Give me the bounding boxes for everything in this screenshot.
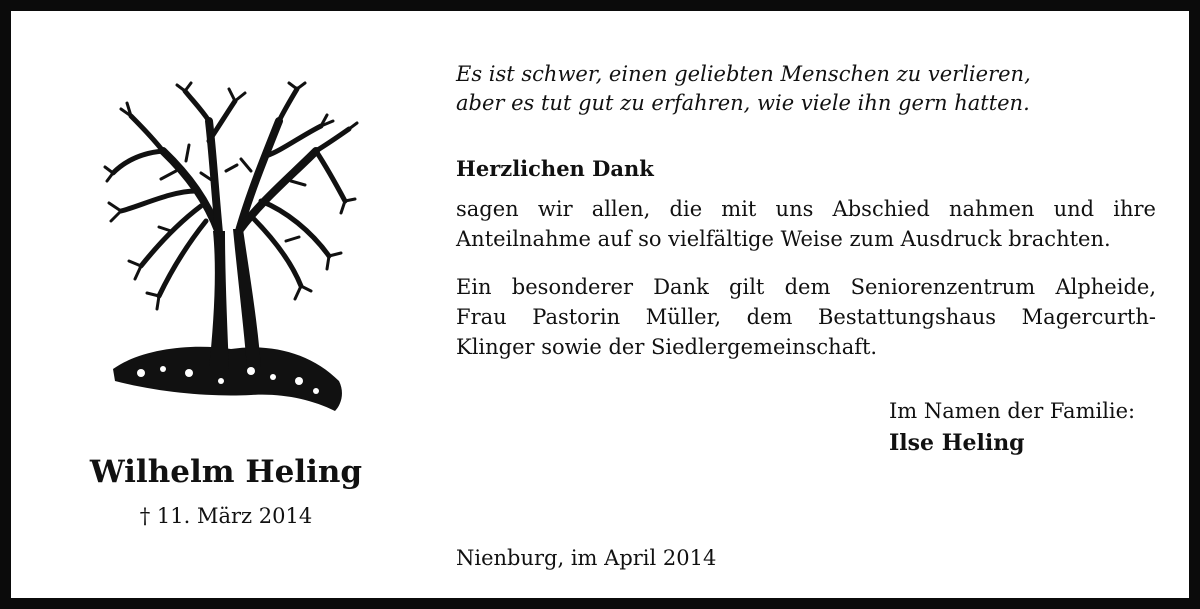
paragraph-line: sagen wir allen, die mit uns Abschied nahmen und ihre	[456, 197, 1156, 221]
deceased-name: Wilhelm Heling	[89, 454, 363, 490]
place-date: Nienburg, im April 2014	[456, 546, 717, 570]
quote	[456, 60, 1031, 118]
paragraph-line: Anteilnahme auf so vielfältige Weise zum Ausdruck brachten.	[456, 227, 1111, 251]
special-thanks-paragraph	[456, 272, 1156, 362]
paragraph-line: Frau Pastorin Müller, dem Bestattungshaus Magercurth-	[456, 305, 1156, 329]
signature-name: Ilse Heling	[889, 430, 1025, 456]
signature-label: Im Namen der Familie:	[889, 399, 1136, 423]
tree-icon	[101, 81, 361, 416]
thanks-paragraph	[456, 194, 1156, 254]
death-date: † 11. März 2014	[139, 504, 313, 528]
paragraph-line: Klinger sowie der Siedlergemeinschaft.	[456, 335, 878, 359]
quote-line: Es ist schwer, einen geliebten Menschen zu verlieren,	[456, 62, 1031, 86]
thanks-heading: Herzlichen Dank	[456, 156, 654, 181]
paragraph-line: Ein besonderer Dank gilt dem Seniorenzentrum Alpheide,	[456, 275, 1156, 299]
quote-line: aber es tut gut zu erfahren, wie viele ihn gern hatten.	[456, 91, 1030, 115]
